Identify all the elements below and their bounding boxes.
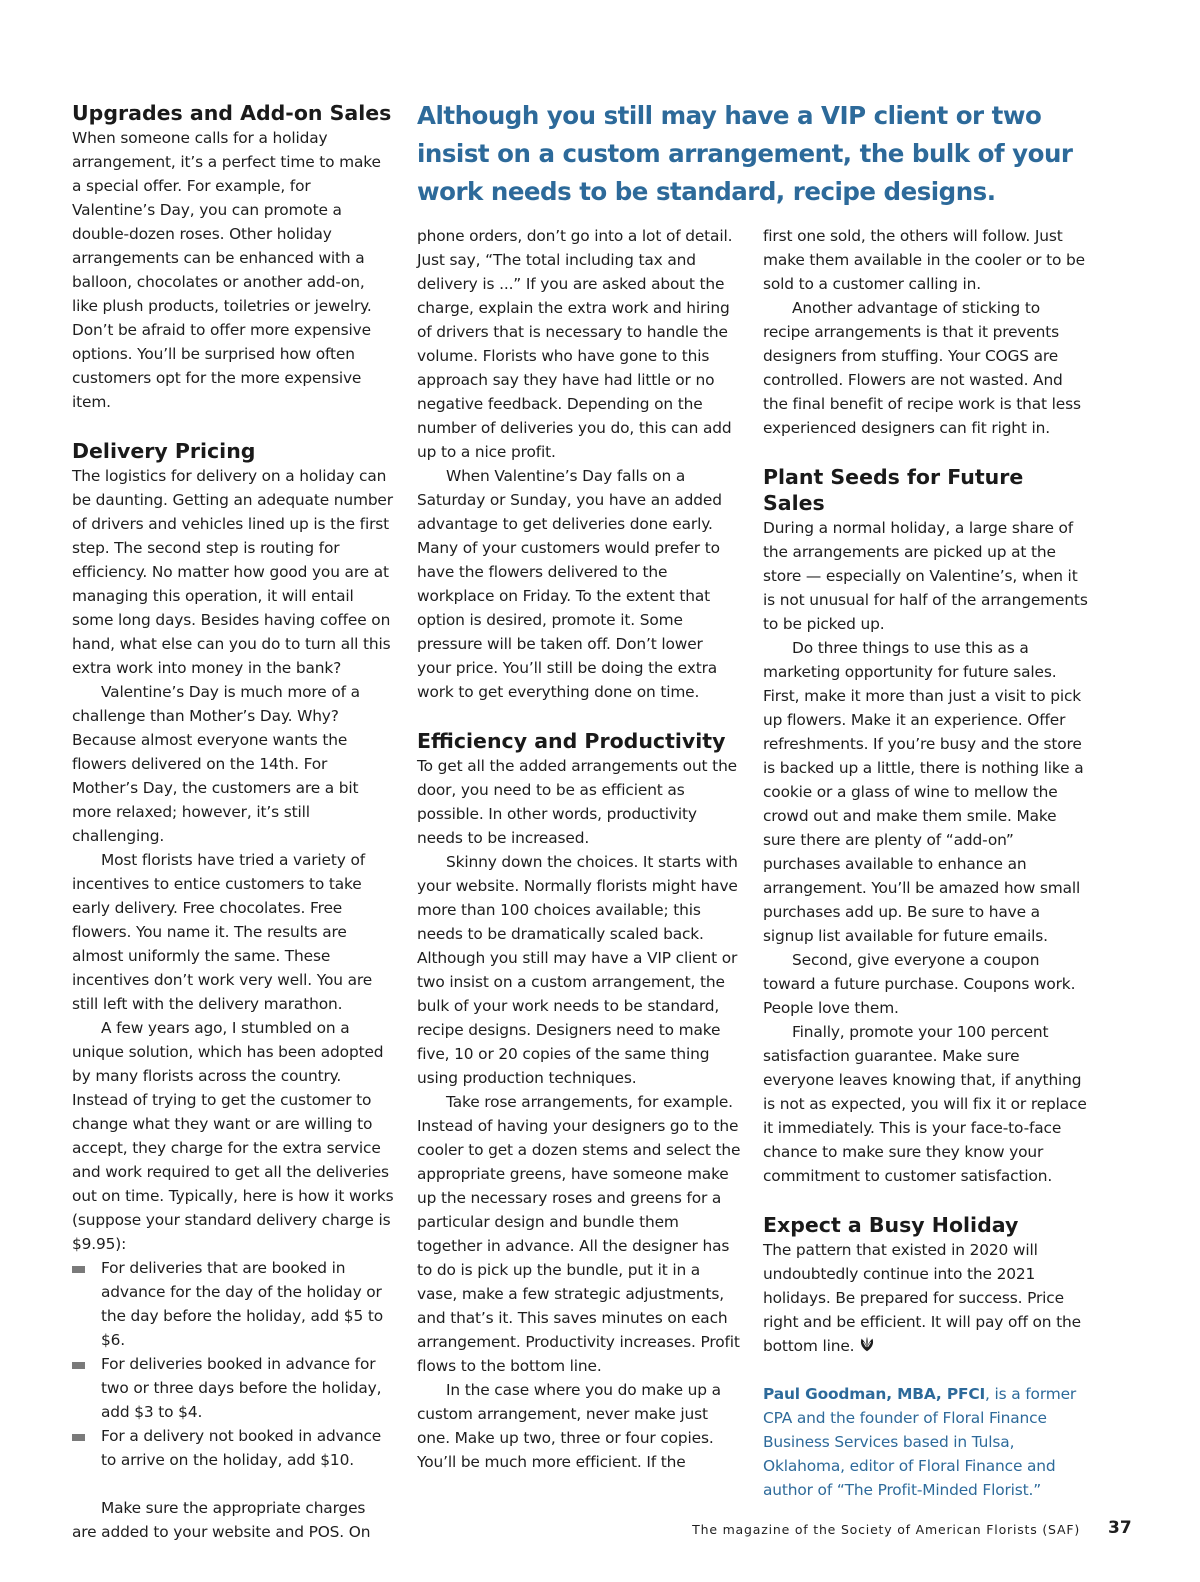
heading-efficiency: Efficiency and Productivity [417,729,726,753]
paragraph: When someone calls for a holiday arrangement, it’s a perfect time to make a special offer. For example, for Valentine’s Day, you can promote a double-dozen roses. Other holiday arrangements can be enhanced with a balloon, chocolates or another add-on, like plush products, toiletries or jewelry. Don’t be afraid to offer more expensive options. You’ll be surprised how often customers opt for the more expensive item. [72,129,381,411]
list-item: For deliveries that are booked in advance for the day of the holiday or the day before the holiday, add $5 to $6. [72,1256,394,1352]
heading-plant-seeds: Plant Seeds for Future Sales [763,465,1024,515]
paragraph: A few years ago, I stumbled on a unique solution, which has been adopted by many florists across the country. Instead of trying to get the customer to change what they want or are willing to accept, they charge for the extra service and work required to get all the deliveries out on time. Typically, here is how it works (suppose your standard delivery charge is $9.95): [72,1019,394,1253]
bullet-square-icon [72,1266,85,1273]
author-name: Paul Goodman, MBA, PFCI [763,1385,986,1403]
paragraph: phone orders, don’t go into a lot of detail. Just say, “The total including tax and delivery is ...” If you are asked about the charge, explain the extra work and hiring of drivers that is necessary to handle the volume. Florists who have gone to this approach say they have had little or no negative feedback. Depending on the number of deliveries you do, this can add up to a nice profit. [417,227,733,461]
list-item: For deliveries booked in advance for two or three days before the holiday, add $3 to $4. [72,1352,394,1424]
paragraph: Take rose arrangements, for example. Instead of having your designers go to the cooler to get a dozen stems and select the appropriate greens, have someone make up the necessary roses and greens for a particular design and bundle them together in advance. All the designer has to do is pick up the bundle, put it in a vase, make a few strategic adjustments, and that’s it. This saves minutes on each arrangement. Productivity increases. Profit flows to the bottom line. [417,1093,741,1375]
paragraph: Most florists have tried a variety of incentives to entice customers to take early delivery. Free chocolates. Free flowers. You name it. The results are almost uniformly the same. These incentives don’t work very well. You are still left with the delivery marathon. [72,851,373,1013]
paragraph: first one sold, the others will follow. Just make them available in the cooler or to be sold to a customer calling in. [763,227,1085,293]
paragraph: Valentine’s Day is much more of a challenge than Mother’s Day. Why? Because almost everyone wants the flowers delivered on the 14th. For Mother’s Day, the customers are a bit more relaxed; however, it’s still challenging. [72,683,360,845]
author-bio: Paul Goodman, MBA, PFCI, is a former CPA and the founder of Floral Finance Business Services based in Tulsa, Oklahoma, editor of Floral Finance and author of “The Profit-Minded Florist.” [763,1385,1077,1499]
paragraph: To get all the added arrangements out the door, you need to be as efficient as possible. In other words, productivity needs to be increased. [417,757,737,847]
pricing-bullet-list [72,1256,394,1472]
page-number: 37 [1108,1518,1132,1538]
bullet-square-icon [72,1434,85,1441]
footer-publication: The magazine of the Society of American Florists (SAF) [692,1522,1080,1537]
heading-delivery-pricing: Delivery Pricing [72,439,256,463]
paragraph: Second, give everyone a coupon toward a future purchase. Coupons work. People love them. [763,951,1076,1017]
paragraph: Make sure the appropriate charges are added to your website and POS. On [72,1499,371,1541]
paragraph: Skinny down the choices. It starts with your website. Normally florists might have more than 100 choices available; this needs to be dramatically scaled back. Although you still may have a VIP client or two insist on a custom arrangement, the bulk of your work needs to be standard, recipe designs. Designers need to make five, 10 or 20 copies of the same thing using production techniques. [417,853,738,1087]
paragraph: During a normal holiday, a large share of the arrangements are picked up at the store — especially on Valentine’s, when it is not unusual for half of the arrangements to be picked up. [763,519,1088,633]
paragraph: The logistics for delivery on a holiday can be daunting. Getting an adequate number of drivers and vehicles lined up is the first step. The second step is routing for efficiency. No matter how good you are at managing this operation, it will entail some long days. Besides having coffee on hand, what else can you do to turn all this extra work into money in the bank? [72,467,393,677]
paragraph: When Valentine’s Day falls on a Saturday or Sunday, you have an added advantage to get deliveries done early. Many of your customers would prefer to have the flowers delivered to the workplace on Friday. To the extent that option is desired, promote it. Some pressure will be taken off. Don’t lower your price. You’ll still be doing the extra work to get everything done on time. [417,467,722,701]
pull-quote: Although you still may have a VIP client or two insist on a custom arrangement, the bulk of your work needs to be standard, recipe designs. [417,101,1073,206]
column-3 [763,224,1089,1502]
paragraph: Finally, promote your 100 percent satisfaction guarantee. Make sure everyone leaves knowing that, if anything is not as expected, you will fix it or replace it immediately. This is your face-to-face chance to make sure they know your commitment to customer satisfaction. [763,1023,1087,1185]
saf-logo-icon [858,1335,876,1353]
column-2 [417,224,741,1474]
heading-upgrades: Upgrades and Add-on Sales [72,101,392,125]
paragraph: Another advantage of sticking to recipe arrangements is that it prevents designers from stuffing. Your COGS are controlled. Flowers are not wasted. And the final benefit of recipe work is that less experienced designers can fit right in. [763,299,1081,437]
bullet-square-icon [72,1362,85,1369]
heading-busy-holiday: Expect a Busy Holiday [763,1213,1019,1237]
list-item: For a delivery not booked in advance to arrive on the holiday, add $10. [72,1424,394,1472]
paragraph: Do three things to use this as a marketing opportunity for future sales. First, make it more than just a visit to pick up flowers. Make it an experience. Offer refreshments. If you’re busy and the store is backed up a little, there is nothing like a cookie or a glass of wine to mellow the crowd out and make them smile. Make sure there are plenty of “add-on” purchases available to enhance an arrangement. You’ll be amazed how small purchases add up. Be sure to have a signup list available for future emails. [763,639,1084,945]
paragraph: The pattern that existed in 2020 will undoubtedly continue into the 2021 holidays. Be prepared for success. Price right and be efficient. It will pay off on the bottom line. [763,1241,1081,1355]
column-1 [72,100,394,1544]
paragraph: In the case where you do make up a custom arrangement, never make just one. Make up two, three or four copies. You’ll be much more efficient. If the [417,1381,721,1471]
